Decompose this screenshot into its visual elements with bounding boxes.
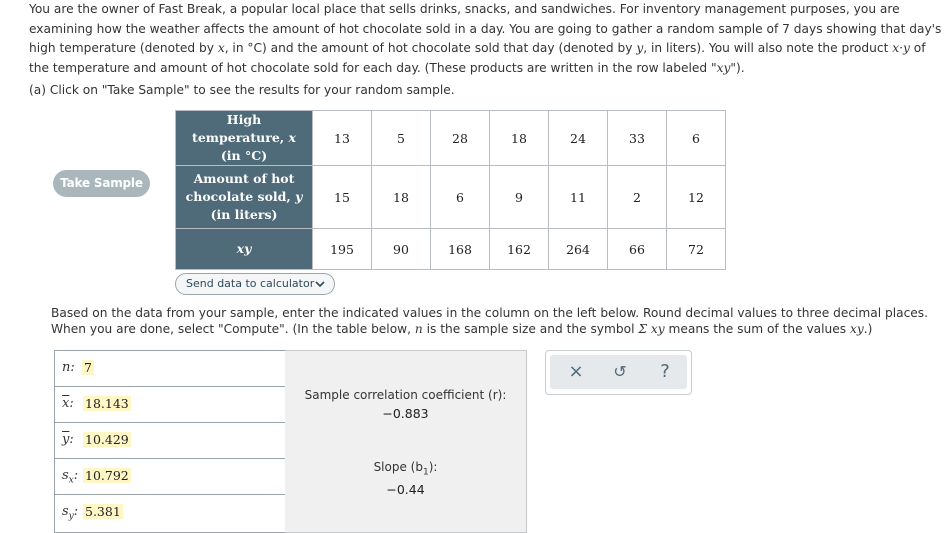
send-data-label: Send data to calculator	[186, 277, 315, 290]
table-cell: 66	[608, 229, 667, 270]
row-header-temperature: High temperature, x (in °C)	[176, 111, 313, 166]
take-sample-button[interactable]: Take Sample	[53, 170, 150, 197]
table-cell: 18	[372, 166, 431, 229]
n-input[interactable]: 7	[84, 360, 92, 375]
table-cell: 18	[490, 111, 549, 166]
table-row	[176, 111, 726, 166]
help-icon[interactable]: ?	[660, 361, 670, 382]
table-row	[176, 229, 726, 270]
part-a-prompt: (a) Click on "Take Sample" to see the results for your random sample.	[29, 83, 455, 97]
table-cell: 90	[372, 229, 431, 270]
table-cell: 28	[431, 111, 490, 166]
sy-label: $s_y$:	[62, 504, 79, 522]
table-cell: 6	[667, 111, 726, 166]
answer-toolbar	[545, 350, 692, 395]
sx-row	[55, 459, 286, 495]
slope-label: Slope $(b_1)$:	[373, 460, 438, 478]
sample-table	[175, 110, 726, 270]
table-cell: 72	[667, 229, 726, 270]
undo-icon[interactable]: ↺	[613, 362, 627, 381]
x-bar-label: $\overline{x}$:	[62, 396, 74, 411]
y-bar-label: $\overline{y}$:	[62, 432, 74, 447]
problem-intro: You are the owner of Fast Break, a popular local place that sells drinks, snacks, and sandwiches. For inventory management purposes, you are examining how the weather affects the amount of hot chocolate sold in a day. You are going to gather a random sample of 7 days showing that day's high temperature (denoted by x, in °C) and the amount of hot chocolate sold that day (denoted by y, in liters). You will also note the product x·y of the temperature and amount of hot chocolate sold for each day. (These products are written in the row labeled "xy").	[29, 2, 942, 75]
table-cell: 264	[549, 229, 608, 270]
y-bar-row	[55, 423, 286, 459]
table-cell: 15	[313, 166, 372, 229]
table-cell: 12	[667, 166, 726, 229]
table-cell: 11	[549, 166, 608, 229]
send-data-to-calculator-button[interactable]	[175, 273, 335, 295]
slope-value: −0.44	[386, 482, 425, 497]
table-cell: 9	[490, 166, 549, 229]
table-row	[176, 166, 726, 229]
table-cell: 2	[608, 166, 667, 229]
correlation-value: −0.883	[382, 406, 429, 421]
table-cell: 195	[313, 229, 372, 270]
sx-input[interactable]: 10.792	[85, 468, 129, 483]
sy-row	[55, 495, 286, 530]
table-cell: 168	[431, 229, 490, 270]
y-bar-input[interactable]: 10.429	[85, 432, 129, 447]
n-label: n:	[62, 360, 75, 375]
table-cell: 24	[549, 111, 608, 166]
results-panel	[285, 350, 527, 533]
x-bar-row	[55, 387, 286, 423]
table-cell: 13	[313, 111, 372, 166]
correlation-label: Sample correlation coefficient (r):	[304, 388, 507, 402]
instructions: Based on the data from your sample, enter the indicated values in the column on the left below. Round decimal values to three decimal places. When you are done, select "Compute". (In the table below, n is the sample size and the symbol Σ xy means the sum of the values xy.)	[51, 306, 929, 336]
row-header-amount: Amount of hot chocolate sold, y (in liters)	[176, 166, 313, 229]
n-row	[55, 351, 286, 387]
sx-label: $s_x$:	[62, 468, 79, 486]
table-cell: 5	[372, 111, 431, 166]
table-cell: 162	[490, 229, 549, 270]
sy-input[interactable]: 5.381	[85, 504, 121, 519]
table-cell: 6	[431, 166, 490, 229]
x-bar-input[interactable]: 18.143	[85, 396, 129, 411]
table-cell: 33	[608, 111, 667, 166]
input-column	[54, 350, 287, 533]
row-header-xy: xy	[176, 229, 313, 270]
clear-icon[interactable]: ×	[568, 361, 584, 382]
chevron-down-icon	[314, 279, 326, 289]
